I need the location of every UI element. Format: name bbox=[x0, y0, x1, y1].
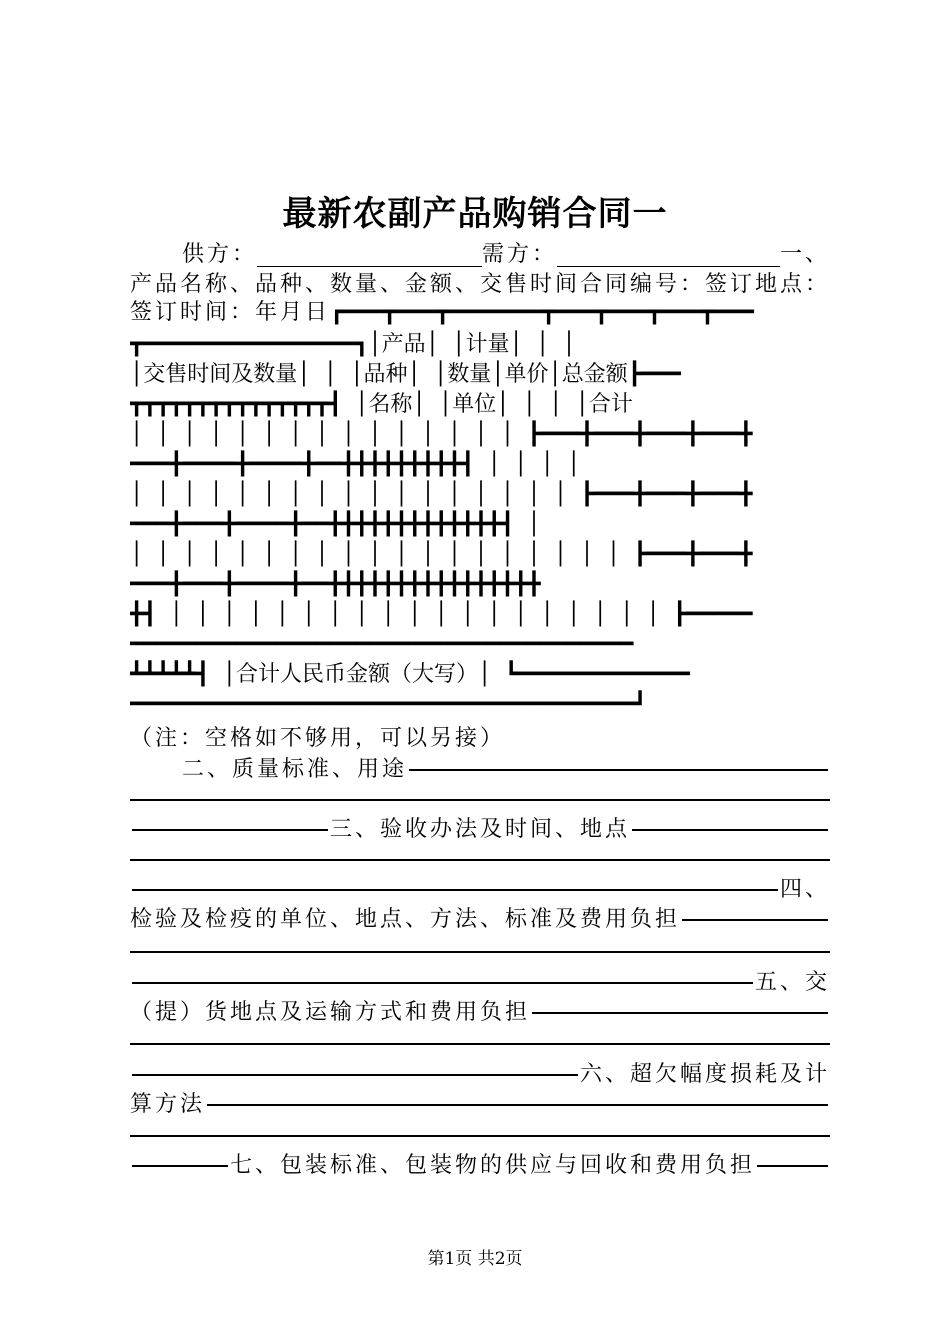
section1-number: 一、 bbox=[779, 242, 830, 267]
section2-fill-line[interactable] bbox=[409, 769, 828, 771]
table-header-product: 产品 bbox=[381, 332, 426, 357]
page-number: 第1页 共2页 bbox=[427, 1249, 523, 1269]
table-row: ━━━━━━━━━━━━━━━━━━━━━━━━━━━━━━━━━━━━━━ bbox=[130, 632, 634, 657]
section6-fill-line[interactable] bbox=[130, 1135, 830, 1137]
section4-number: 四、 bbox=[779, 877, 830, 902]
supplier-label: 供方： bbox=[182, 242, 258, 267]
note-line bbox=[130, 724, 830, 754]
sign-date-text: 签订时间：年月日 bbox=[130, 300, 331, 325]
section3-fill-line[interactable] bbox=[132, 889, 778, 891]
table-header-sale-time: 交售时间及数量 bbox=[143, 362, 298, 387]
section4-fill-line[interactable] bbox=[130, 951, 830, 953]
section4-heading: 检验及检疫的单位、地点、方法、标准及费用负担 bbox=[130, 907, 681, 932]
table-header-quantity: 数量 bbox=[447, 362, 492, 387]
table-row: │ │ │ │ │ │ │ │ │ │ │ │ │ │ │ ┣━━━╋━━━╋━━━╋━━━╋ bbox=[130, 422, 753, 447]
section5-heading: （提）货地点及运输方式和费用负担 bbox=[130, 1000, 531, 1025]
table-top-border: ┏━━━┳━━━┳━━━━━━━┳━━━┳━━━┳━━━┳━━━ bbox=[330, 300, 754, 325]
section4-fill-line[interactable] bbox=[132, 982, 753, 984]
section5-fill-line[interactable] bbox=[132, 1074, 578, 1076]
table-header-total: 总金额 bbox=[561, 362, 628, 387]
section6-fill-line[interactable] bbox=[207, 1104, 828, 1106]
table-header-name: 名称 bbox=[368, 392, 413, 417]
sign-date-line bbox=[130, 298, 830, 328]
section3-line bbox=[130, 815, 830, 845]
section5-fill-line[interactable] bbox=[130, 1043, 830, 1045]
section7-fill-line[interactable] bbox=[757, 1165, 828, 1167]
section5-line bbox=[130, 968, 830, 998]
section4-text-line bbox=[130, 905, 830, 935]
order-table: ┳━━━━━━━━━━━━━━━━┓│产品│ │计量│ │ │ │交售时间及数量│ │ │品种│ │数量│单价│总金额┣━━━ ┳┳┳┳┳┳┳┳┳┳┳┳┳┳┳┫ │名称│ │单位│ │ │ │合计 │ │ │ │ │ │ │ │ │ │ │ │ │ │ │ ┣━━━╋━━━╋━━━╋━━━╋ ━━━╋━━━━╋━━━━╋━━╋╋╋╋╋╋╋╋╋┫ │ │ │ │ │ │ │ │ │ │ │ │ │ │ │ │ │ │ │ │ │ ┣━━━╋━━━╋━━━╋ ━━━╋━━━╋━━━━╋━━╋╋╋╋╋╋╋╋╋╋╋╋╋┫ │ │ │ │ │ │ │ │ │ │ │ │ │ │ │ │ │ │ │ │ ┣━━━╋━━━╋ ━━━╋━━━╋━━━━╋━━╋╋╋╋╋╋╋╋╋╋╋╋╋╋╋╋ ╋┫ │ │ │ │ │ │ │ │ │ │ │ │ │ │ │ │ │ │ │ ┣━━━━━ ━━━━━━━━━━━━━━━━━━━━━━━━━━━━━━━━━━━━━━ ┻┻┻┻┻┫ │合计人民币金额（大写）│ ┗━━━━━━━━━━━━━ ━━━━━━━━━━━━━━━━━━━━━━━━━━━━━━━━━━━━━━┛ bbox=[130, 332, 753, 717]
section6-text-line bbox=[130, 1090, 830, 1120]
section5-fill-line[interactable] bbox=[532, 1012, 828, 1014]
table-note: （注：空格如不够用，可以另接） bbox=[130, 726, 506, 751]
section7-line bbox=[130, 1151, 830, 1181]
table-row: ━━━╋━━━╋━━━━╋━━╋╋╋╋╋╋╋╋╋╋╋╋╋┫ │ bbox=[130, 512, 541, 537]
section3-heading: 三、验收办法及时间、地点 bbox=[330, 817, 631, 842]
section2-heading: 二、质量标准、用途 bbox=[182, 757, 408, 782]
table-row: ━━━╋━━━━╋━━━━╋━━╋╋╋╋╋╋╋╋╋┫ │ │ │ │ bbox=[130, 452, 581, 477]
section3-fill-line[interactable] bbox=[632, 829, 828, 831]
section5-text-line bbox=[130, 998, 830, 1028]
section1-text: 产品名称、品种、数量、金额、交售时间合同编号：签订地点： bbox=[130, 272, 830, 297]
section6-line bbox=[130, 1060, 830, 1090]
parties-line bbox=[130, 240, 830, 270]
section1-line bbox=[130, 270, 830, 300]
section5-number: 五、交 bbox=[754, 970, 830, 995]
section2-fill-line[interactable] bbox=[132, 829, 328, 831]
section4-fill-line[interactable] bbox=[682, 919, 828, 921]
buyer-label: 需方： bbox=[481, 242, 557, 267]
table-row: ┳━━━━━━━━━━━━━━━━┓│ bbox=[130, 332, 382, 357]
table-header-variety: 品种 bbox=[363, 362, 408, 387]
section3-fill-line[interactable] bbox=[130, 859, 830, 861]
table-header-unit: 单位 bbox=[452, 392, 497, 417]
section6-fill-line[interactable] bbox=[132, 1165, 228, 1167]
document-title: 最新农副产品购销合同一 bbox=[282, 194, 668, 234]
table-rmb-total-label: 合计人民币金额（大写） bbox=[235, 662, 478, 687]
table-header-measure: 计量 bbox=[465, 332, 510, 357]
section6-heading-start: 六、超欠幅度损耗及计 bbox=[579, 1062, 830, 1087]
section2-fill-line[interactable] bbox=[130, 799, 830, 801]
table-bottom-border: ━━━━━━━━━━━━━━━━━━━━━━━━━━━━━━━━━━━━━━┛ bbox=[130, 692, 647, 717]
section6-heading-end: 算方法 bbox=[130, 1092, 206, 1117]
table-row: ╋┫ │ │ │ │ │ │ │ │ │ │ │ │ │ │ │ │ │ │ │ ┣━━━━━ bbox=[130, 602, 753, 627]
supplier-field[interactable] bbox=[257, 244, 482, 267]
section7-heading: 七、包装标准、包装物的供应与回收和费用负担 bbox=[230, 1153, 756, 1178]
section4-line bbox=[130, 875, 830, 905]
table-row: ━━━╋━━━╋━━━━╋━━╋╋╋╋╋╋╋╋╋╋╋╋╋╋╋╋ bbox=[130, 572, 541, 597]
table-row: │ │ │ │ │ │ │ │ │ │ │ │ │ │ │ │ │ ┣━━━╋━━━╋━━━╋ bbox=[130, 482, 753, 507]
section2-line bbox=[130, 755, 830, 785]
table-row: │ │ │ │ │ │ │ │ │ │ │ │ │ │ │ │ │ │ │ ┣━━━╋━━━╋ bbox=[130, 542, 753, 567]
table-header-unit-price: 单价 bbox=[504, 362, 549, 387]
table-header-subtotal: 合计 bbox=[588, 392, 633, 417]
buyer-field[interactable] bbox=[557, 244, 780, 267]
